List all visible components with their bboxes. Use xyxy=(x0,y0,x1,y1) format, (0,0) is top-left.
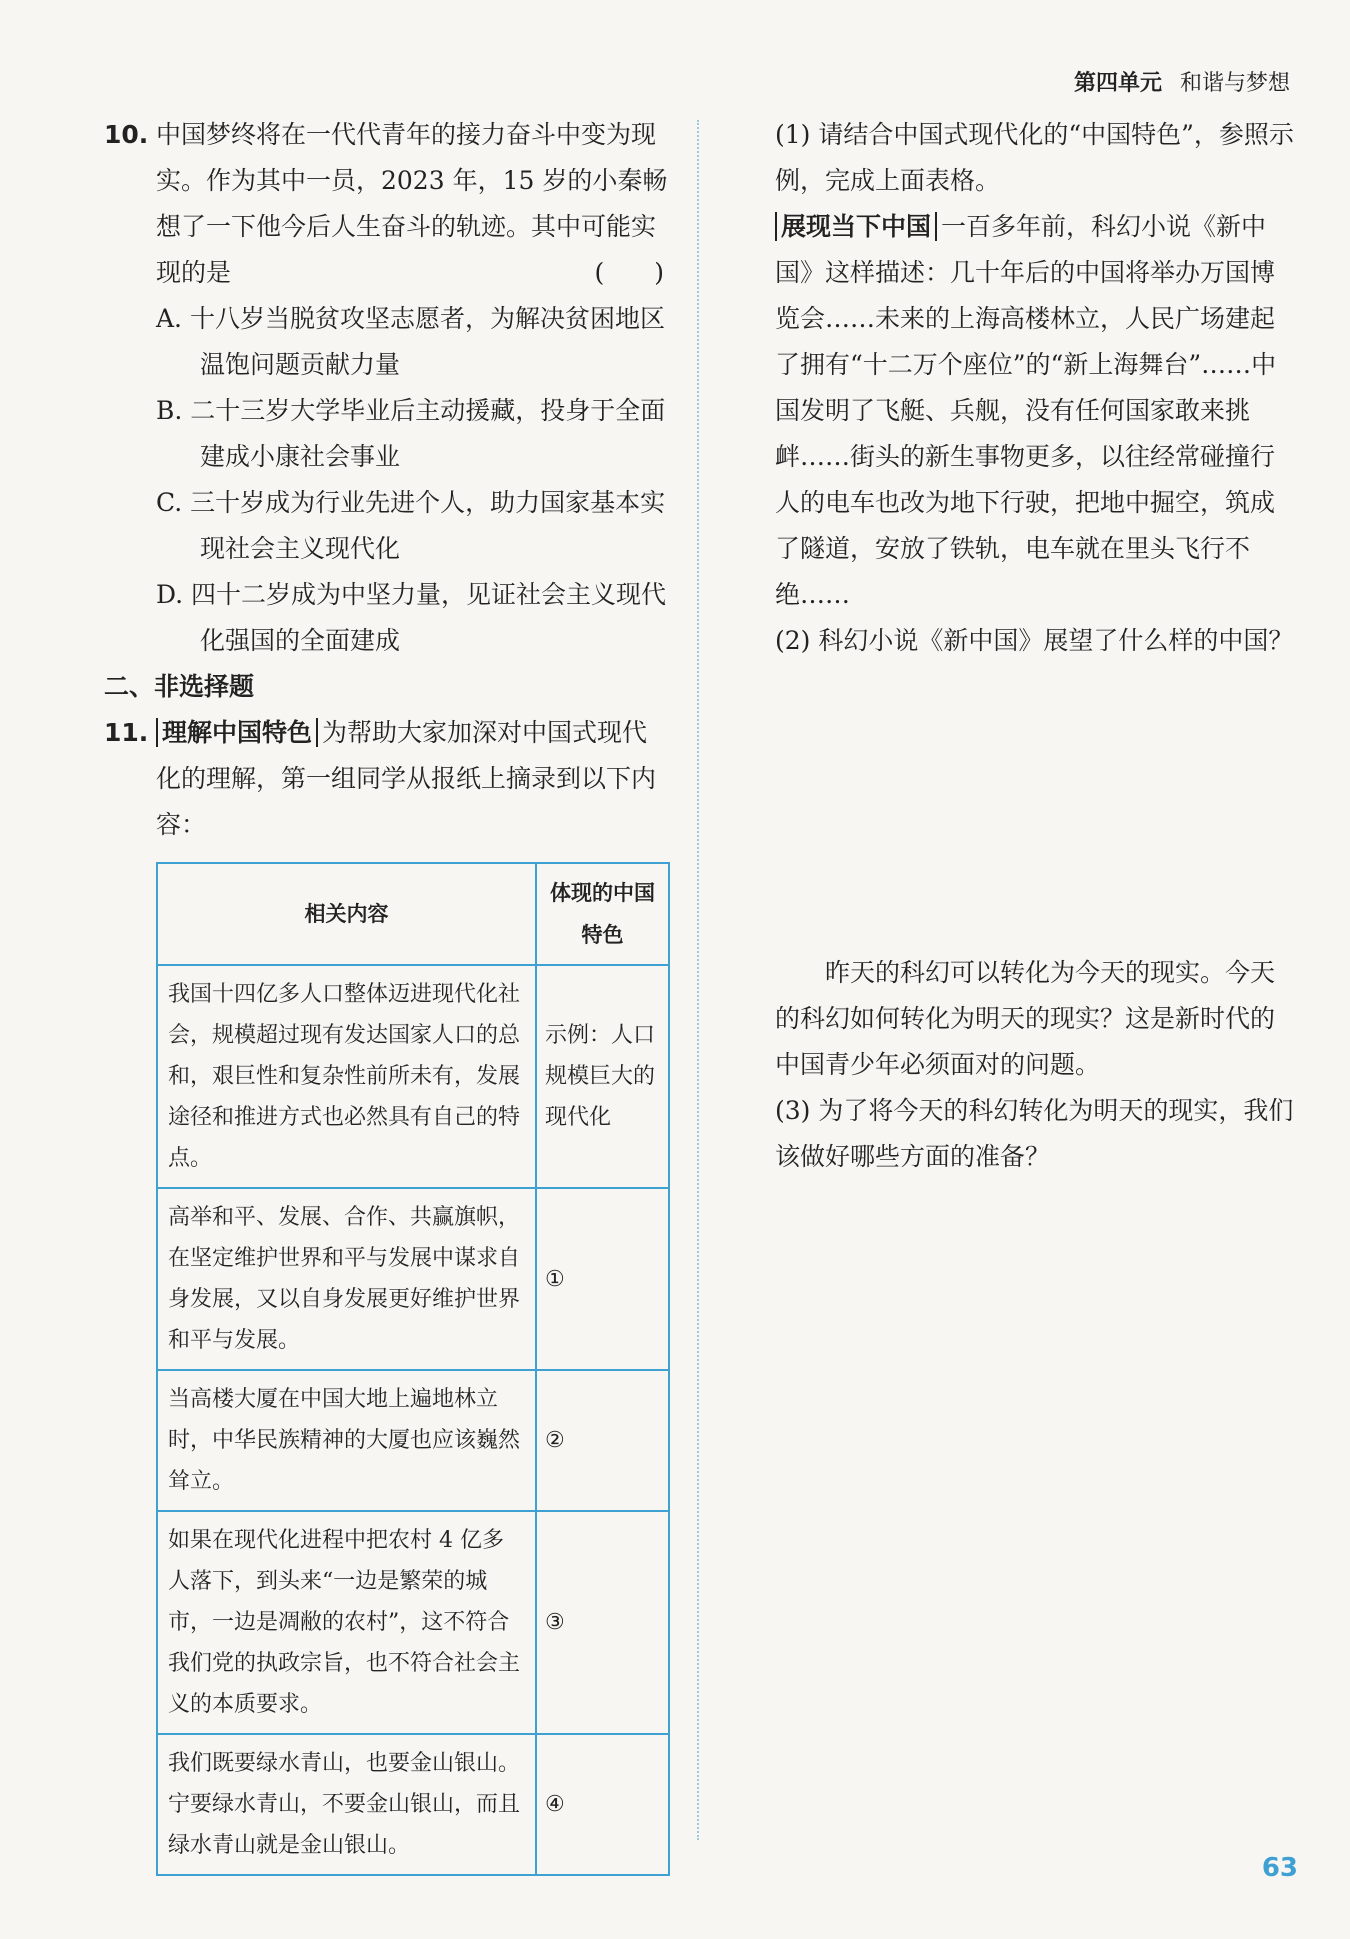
table-row xyxy=(157,965,669,1188)
unit-label: 第四单元 xyxy=(1073,71,1162,96)
trait-cell[interactable]: ② xyxy=(536,1370,669,1511)
passage-text-2: 昨天的科幻可以转化为今天的现实。今天的科幻如何转化为明天的现实？这是新时代的中国青少年必须面对的问题。 xyxy=(775,958,1276,1079)
content-cell: 当高楼大厦在中国大地上遍地林立时，中华民族精神的大厦也应该巍然耸立。 xyxy=(157,1370,536,1511)
table-row xyxy=(157,1188,669,1370)
page-number: 63 xyxy=(1261,1853,1298,1883)
content-table xyxy=(156,862,670,1876)
answer-space[interactable] xyxy=(775,664,1295,950)
option-a: A. 十八岁当脱贫攻坚志愿者，为解决贫困地区温饱问题贡献力量 xyxy=(156,304,665,379)
table-row xyxy=(157,1511,669,1734)
table-row xyxy=(157,1734,669,1875)
trait-cell[interactable]: ③ xyxy=(536,1511,669,1734)
table-header: 相关内容 xyxy=(157,863,536,965)
question-number: 10. xyxy=(104,120,149,149)
trait-cell[interactable]: ④ xyxy=(536,1734,669,1875)
question-11 xyxy=(104,710,670,848)
question-stem: 中国梦终将在一代代青年的接力奋斗中变为现实。作为其中一员，2023 年，15 岁的小秦畅想了一下他今后人生奋斗的轨迹。其中可能实现的是 xyxy=(156,120,668,287)
content-cell: 我国十四亿多人口整体迈进现代化社会，规模超过现有发达国家人口的总和，艰巨性和复杂性前所未有，发展途径和推进方式也必然具有自己的特点。 xyxy=(157,965,536,1188)
passage-block xyxy=(775,204,1295,618)
topic-tag: 展现当下中国 xyxy=(775,212,937,241)
sub-question-3: (3) 为了将今天的科幻转化为明天的现实，我们该做好哪些方面的准备？ xyxy=(775,1096,1294,1171)
table-row xyxy=(157,1370,669,1511)
option-c: C. 三十岁成为行业先进个人，助力国家基本实现社会主义现代化 xyxy=(156,488,666,563)
question-10 xyxy=(104,112,670,296)
sub-question-1: (1) 请结合中国式现代化的“中国特色”，参照示例，完成上面表格。 xyxy=(775,120,1294,195)
option-d: D. 四十二岁成为中坚力量，见证社会主义现代化强国的全面建成 xyxy=(156,580,667,655)
option-b: B. 二十三岁大学毕业后主动援藏，投身于全面建成小康社会事业 xyxy=(156,396,666,471)
unit-title: 和谐与梦想 xyxy=(1179,71,1290,96)
question-intro: 为帮助大家加深对中国式现代化的理解，第一组同学从报纸上摘录到以下内容： xyxy=(156,718,657,839)
answer-blank: ( ) xyxy=(594,258,664,287)
content-cell: 我们既要绿水青山，也要金山银山。宁要绿水青山，不要金山银山，而且绿水青山就是金山银山。 xyxy=(157,1734,536,1875)
topic-tag: 理解中国特色 xyxy=(156,718,318,747)
content-cell: 高举和平、发展、合作、共赢旗帜，在坚定维护世界和平与发展中谋求自身发展，又以自身发展更好维护世界和平与发展。 xyxy=(157,1188,536,1370)
sub-question-2: (2) 科幻小说《新中国》展望了什么样的中国？ xyxy=(775,626,1294,655)
table-header: 体现的中国特色 xyxy=(536,863,669,965)
left-column xyxy=(104,112,670,1876)
table-header-row xyxy=(157,863,669,965)
trait-cell[interactable]: ① xyxy=(536,1188,669,1370)
question-number: 11. xyxy=(104,718,149,747)
page-header xyxy=(1074,66,1290,97)
column-divider xyxy=(697,120,699,1840)
trait-cell: 示例：人口规模巨大的现代化 xyxy=(536,965,669,1188)
section-title: 二、非选择题 xyxy=(104,672,255,701)
right-column xyxy=(775,112,1295,1180)
content-cell: 如果在现代化进程中把农村 4 亿多人落下，到头来“一边是繁荣的城市，一边是凋敝的农村”，这不符合我们党的执政宗旨，也不符合社会主义的本质要求。 xyxy=(157,1511,536,1734)
passage-text: 一百多年前，科幻小说《新中国》这样描述：几十年后的中国将举办万国博览会……未来的上海高楼林立，人民广场建起了拥有“十二万个座位”的“新上海舞台”……中国发明了飞艇、兵舰，没有任何国家敢来挑衅……街头的新生事物更多，以往经常碰撞行人的电车也改为地下行驶，把地中掘空，筑成了隧道，安放了铁轨，电车就在里头飞行不绝…… xyxy=(775,212,1277,609)
